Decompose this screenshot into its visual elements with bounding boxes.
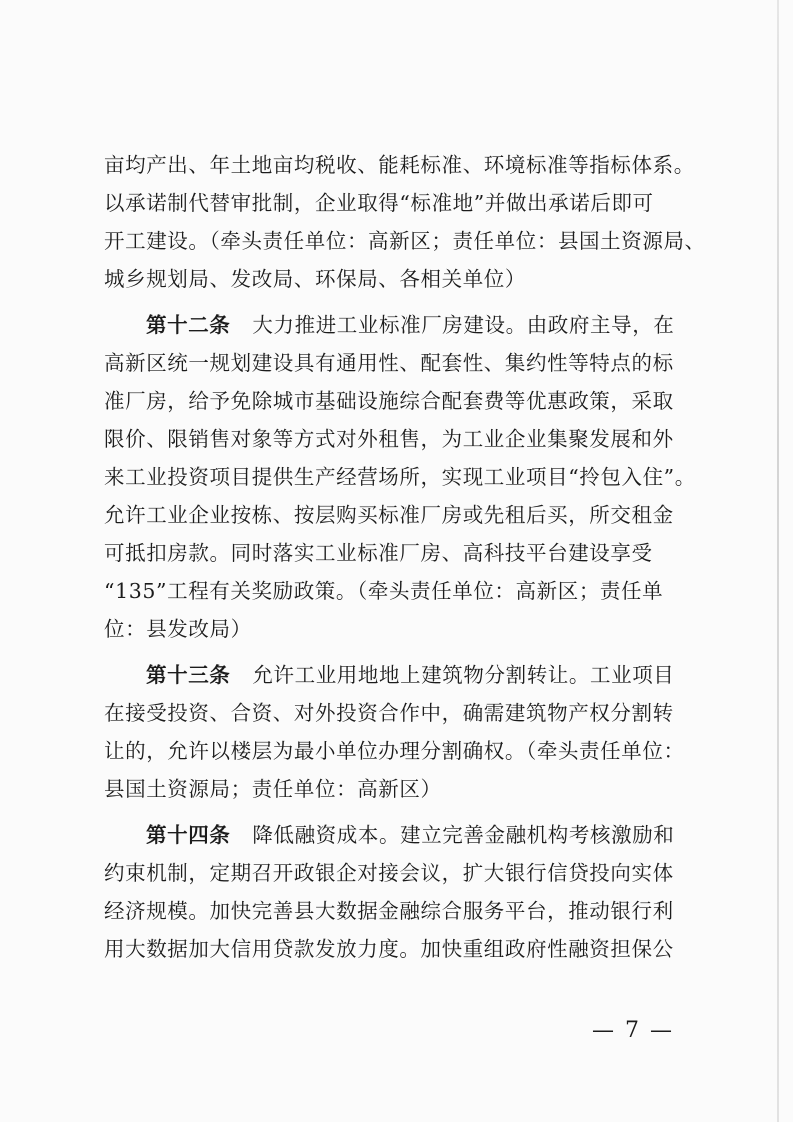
- text-line: 开工建设。（牵头责任单位：高新区；责任单位：县国土资源局、: [104, 229, 706, 253]
- paragraph-continuation: [104, 146, 706, 298]
- text-line-first: [104, 306, 694, 344]
- text-line-first: [104, 656, 694, 694]
- article-14: [104, 816, 694, 968]
- text-line: 可抵扣房款。同时落实工业标准厂房、高科技平台建设享受: [104, 541, 653, 565]
- article-13: [104, 656, 694, 808]
- text-line: 允许工业企业按栋、按层购买标准厂房或先租后买，所交租金: [104, 503, 674, 527]
- text-line: 限价、限销售对象等方式对外租售，为工业企业集聚发展和外: [104, 427, 674, 451]
- text-line: 让的，允许以楼层为最小单位办理分割确权。（牵头责任单位：: [104, 739, 685, 763]
- article-12: [104, 306, 694, 648]
- text-line: “135”工程有关奖励政策。（牵头责任单位：高新区；责任单: [104, 579, 664, 603]
- article-text: 允许工业用地地上建筑物分割转让。工业项目: [252, 663, 675, 687]
- article-number: 第十三条: [146, 663, 231, 687]
- text-line: 准厂房，给予免除城市基础设施综合配套费等优惠政策，采取: [104, 389, 674, 413]
- text-line: 位：县发改局）: [104, 617, 252, 641]
- text-line: 县国土资源局；责任单位：高新区）: [104, 777, 442, 801]
- text-line-first: [104, 816, 694, 854]
- text-line: 高新区统一规划建设具有通用性、配套性、集约性等特点的标: [104, 351, 674, 375]
- text-line: 亩均产出、年土地亩均税收、能耗标准、环境标准等指标体系。: [104, 153, 695, 177]
- article-text: 降低融资成本。建立完善金融机构考核激励和: [252, 823, 675, 847]
- scan-edge-line: [777, 0, 779, 1122]
- document-body: [104, 146, 706, 968]
- text-line: 来工业投资项目提供生产经营场所，实现工业项目“拎包入住”。: [104, 465, 696, 489]
- text-line: 用大数据加大信用贷款发放力度。加快重组政府性融资担保公: [104, 937, 674, 961]
- text-line: 城乡规划局、发改局、环保局、各相关单位）: [104, 267, 526, 291]
- text-line: 以承诺制代替审批制，企业取得“标准地”并做出承诺后即可: [104, 191, 654, 215]
- text-line: 在接受投资、合资、对外投资合作中，确需建筑物产权分割转: [104, 701, 674, 725]
- article-text: 大力推进工业标准厂房建设。由政府主导，在: [252, 313, 675, 337]
- article-number: 第十二条: [146, 313, 231, 337]
- page-number: — 7 —: [592, 1018, 674, 1043]
- text-line: 经济规模。加快完善县大数据金融综合服务平台，推动银行利: [104, 899, 674, 923]
- article-number: 第十四条: [146, 823, 231, 847]
- text-line: 约束机制，定期召开政银企对接会议，扩大银行信贷投向实体: [104, 861, 674, 885]
